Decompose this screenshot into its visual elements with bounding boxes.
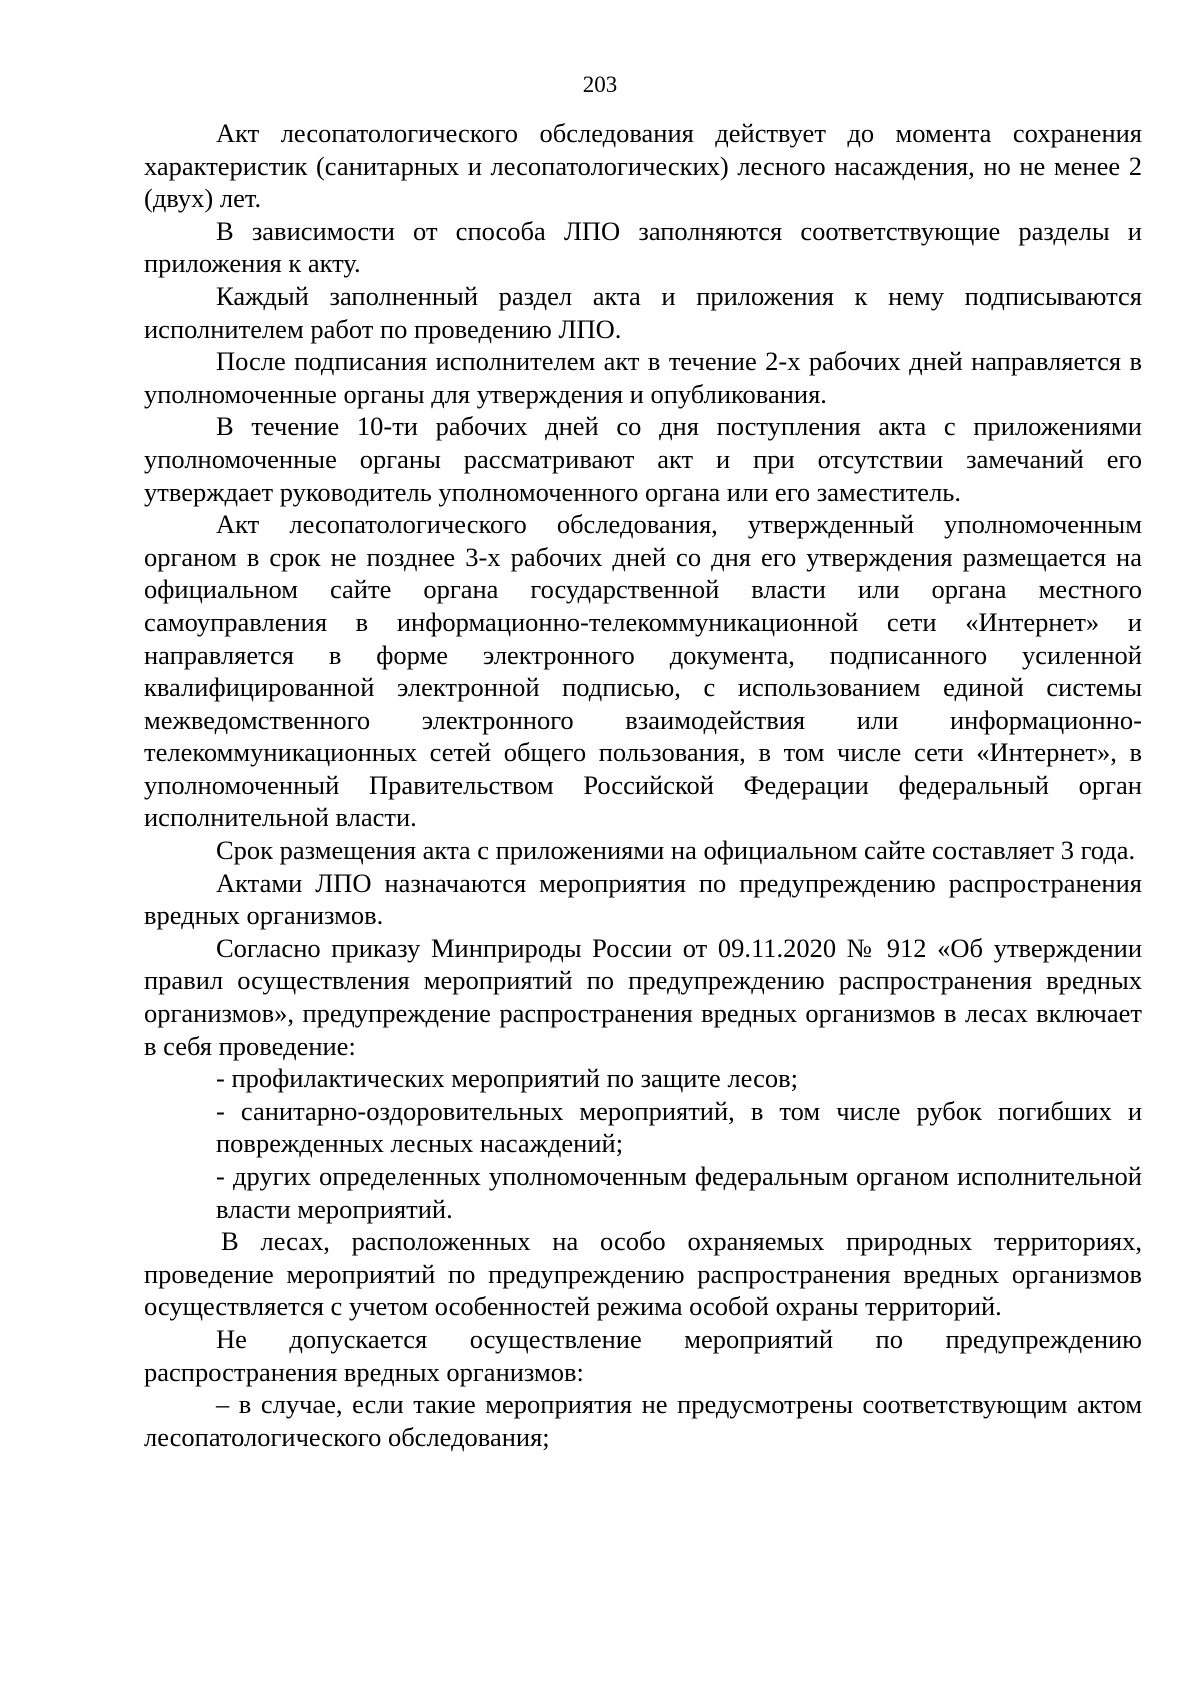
paragraph-publication-term: Срок размещения акта с приложениями на официальном сайте составляет 3 года.: [216, 835, 1136, 866]
paragraph-sections-filled: В зависимости от способа ЛПО заполняются соответствующие разделы и приложения к акту.: [144, 215, 1142, 279]
paragraph-not-allowed: Не допускается осуществление мероприятий по предупреждению распространения вредных организмов:: [144, 1323, 1142, 1387]
list-item: - других определенных уполномоченным федеральным органом исполнительной власти мероприятий.: [216, 1161, 1142, 1224]
paragraph-sections-signed: Каждый заполненный раздел акта и приложения к нему подписываются исполнителем работ по проведению ЛПО.: [144, 280, 1142, 344]
paragraph-order-reference: Согласно приказу Минприроды России от 09.11.2020 № 912 «Об утверждении правил осуществления мероприятий по предупреждению распространения вредных организмов», предупреждение распространения вредных организмов в лесах включает в себя проведение:: [144, 932, 1142, 1061]
paragraph-measures-assigned: Актами ЛПО назначаются мероприятия по предупреждению распространения вредных организмов.: [144, 867, 1142, 931]
paragraph-act-review: В течение 10-ти рабочих дней со дня поступления акта с приложениями уполномоченные органы рассматривают акт и при отсутствии замечаний его утверждает руководитель уполномоченного органа или его заместитель.: [144, 411, 1142, 507]
page-number: 203: [582, 72, 618, 97]
paragraph-act-validity: Акт лесопатологического обследования действует до момента сохранения характеристик (санитарных и лесопатологических) лесного насаждения, но не менее 2 (двух) лет.: [144, 118, 1142, 214]
document-body: [144, 117, 1142, 1453]
paragraph-protected-areas: В лесах, расположенных на особо охраняемых природных территориях, проведение мероприятий по предупреждению распространения вредных организмов осуществляется с учетом особенностей режима особой охраны территорий.: [144, 1226, 1142, 1322]
paragraph-act-publication: Акт лесопатологического обследования, утвержденный уполномоченным органом в срок не позднее 3-х рабочих дней со дня его утверждения размещается на официальном сайте органа государственной власти или органа местного самоуправления в информационно-телекоммуникационной сети «Интернет» и направляется в форме электронного документа, подписанного усиленной квалифицированной электронной подписью, с использованием единой системы межведомственного электронного взаимодействия или информационно-телекоммуникационных сетей общего пользования, в том числе сети «Интернет», в уполномоченный Правительством Российской Федерации федеральный орган исполнительной власти.: [144, 509, 1142, 833]
list-item: - санитарно-оздоровительных мероприятий, в том числе рубок погибших и поврежденных лесных насаждений;: [216, 1095, 1142, 1159]
paragraph-act-submission: После подписания исполнителем акт в течение 2-х рабочих дней направляется в уполномоченные органы для утверждения и опубликования.: [144, 346, 1142, 409]
list-item: – в случае, если такие мероприятия не предусмотрены соответствующим актом лесопатологического обследования;: [144, 1389, 1142, 1452]
list-item: - профилактических мероприятий по защите лесов;: [216, 1063, 798, 1094]
